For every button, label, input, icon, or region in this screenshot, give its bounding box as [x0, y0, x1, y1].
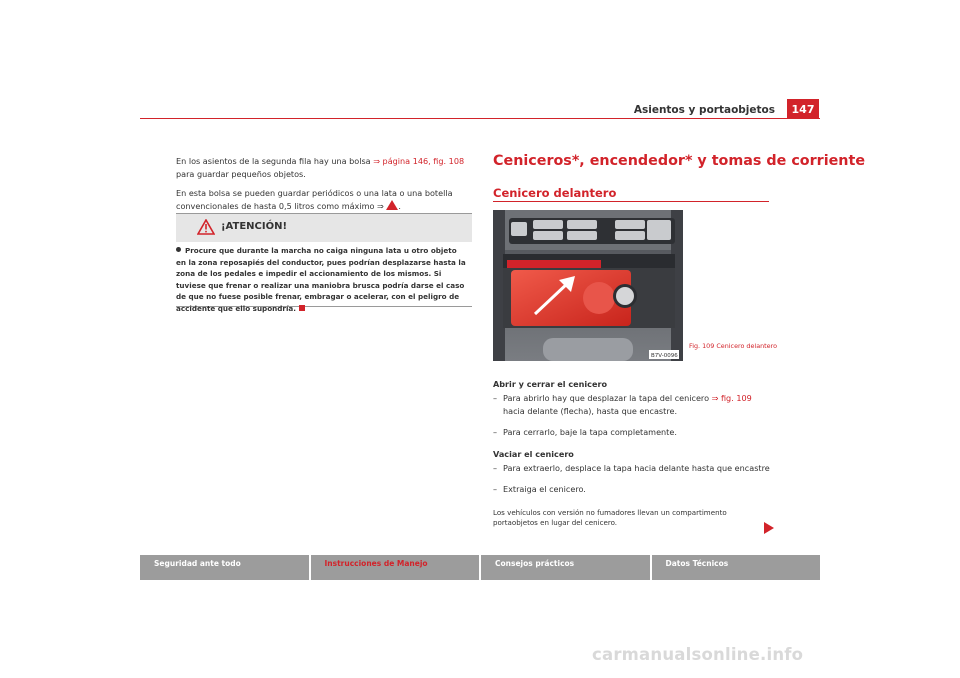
paragraph-pocket-capacity: En esta bolsa se pueden guardar periódicos o una lata o una botella convencionales de hasta 0,5 litros como máximo ⇒ . [176, 188, 453, 211]
footer-tab-label: Seguridad ante todo [154, 559, 241, 568]
note-text: Los vehículos con versión no fumadores llevan un compartimento portaobjetos en lugar del cenicero. [493, 507, 727, 528]
warning-triangle-icon [386, 200, 398, 210]
warning-box [176, 213, 472, 313]
footer-nav [140, 555, 820, 580]
footer-tab-instrucciones[interactable] [311, 555, 480, 580]
page-number: 147 [787, 99, 819, 119]
header-rule [140, 118, 820, 119]
warning-body [176, 242, 472, 315]
paragraph-text: En los asientos de la segunda fila hay una bolsa [176, 156, 374, 166]
subheading-rule [493, 201, 769, 202]
section-title-open-close: Abrir y cerrar el cenicero [493, 379, 608, 389]
footer-tab-label: Datos Técnicos [665, 559, 729, 568]
section-title-empty: Vaciar el cenicero [493, 448, 574, 459]
footer-tab-label: Consejos prácticos [495, 559, 575, 568]
warning-text: Procure que durante la marcha no caiga ninguna lata u otro objeto en la zona reposapiés del conductor, pues podrían desplazarse hasta la zona de los pedales e impedir el accionamiento de los mismos. Si tuviese que frenar o realizar una maniobra brusca podría darse el caso de que no fuese posible frenar, embragar o acelerar, con el peligro de accidente que ello supondría. [176, 246, 466, 313]
step-remove [493, 483, 773, 495]
page-reference-link[interactable]: ⇒ página 146, fig. 108 [373, 156, 465, 166]
footer-tab-consejos[interactable] [481, 555, 650, 580]
right-column [493, 378, 773, 529]
paragraph-text: En esta bolsa se pueden guardar periódicos o una lata o una botella convencionales de hasta 0,5 litros como máximo ⇒ [176, 188, 453, 211]
paragraph-seat-pocket [176, 155, 472, 180]
section-end-icon [299, 305, 305, 311]
step-text: Para abrirlo hay que desplazar la tapa del cenicero [503, 393, 712, 404]
figure-reference-link[interactable]: ⇒ fig. 109 [711, 393, 752, 404]
warning-icon [197, 219, 215, 235]
step-dash: – [493, 427, 498, 438]
left-column [176, 155, 472, 219]
step-extract [493, 462, 773, 474]
warning-title: ¡ATENCIÓN! [221, 221, 288, 232]
step-text: Para extraerlo, desplace la tapa hacia delante hasta que encastre [503, 463, 770, 474]
section-heading: Ceniceros*, encendedor* y tomas de corriente [493, 153, 866, 169]
next-page-arrow-icon[interactable] [764, 522, 774, 534]
step-dash: – [493, 393, 498, 404]
figure-ashtray [493, 210, 683, 361]
bullet-icon [176, 247, 181, 252]
footer-tab-datos[interactable] [652, 555, 821, 580]
footer-tab-seguridad[interactable] [140, 555, 309, 580]
paragraph-text: para guardar pequeños objetos. [176, 168, 306, 179]
step-text: hacia delante (flecha), hasta que encastre. [503, 405, 678, 416]
footer-tab-label: Instrucciones de Manejo [324, 559, 428, 568]
watermark: carmanualsonline.info [592, 645, 804, 664]
figure-code: B7V-0096 [651, 353, 678, 359]
warning-header [176, 214, 472, 242]
step-open [493, 392, 773, 417]
subsection-heading: Cenicero delantero [493, 186, 617, 200]
step-text: Para cerrarlo, baje la tapa completamente. [503, 427, 677, 438]
running-header-title: Asientos y portaobjetos [633, 104, 775, 116]
step-dash: – [493, 484, 498, 495]
ashtray-illustration [493, 210, 683, 361]
step-text: Extraiga el cenicero. [503, 484, 586, 495]
step-close [493, 426, 773, 438]
figure-caption: Fig. 109 Cenicero delantero [689, 342, 777, 350]
step-dash: – [493, 463, 498, 474]
